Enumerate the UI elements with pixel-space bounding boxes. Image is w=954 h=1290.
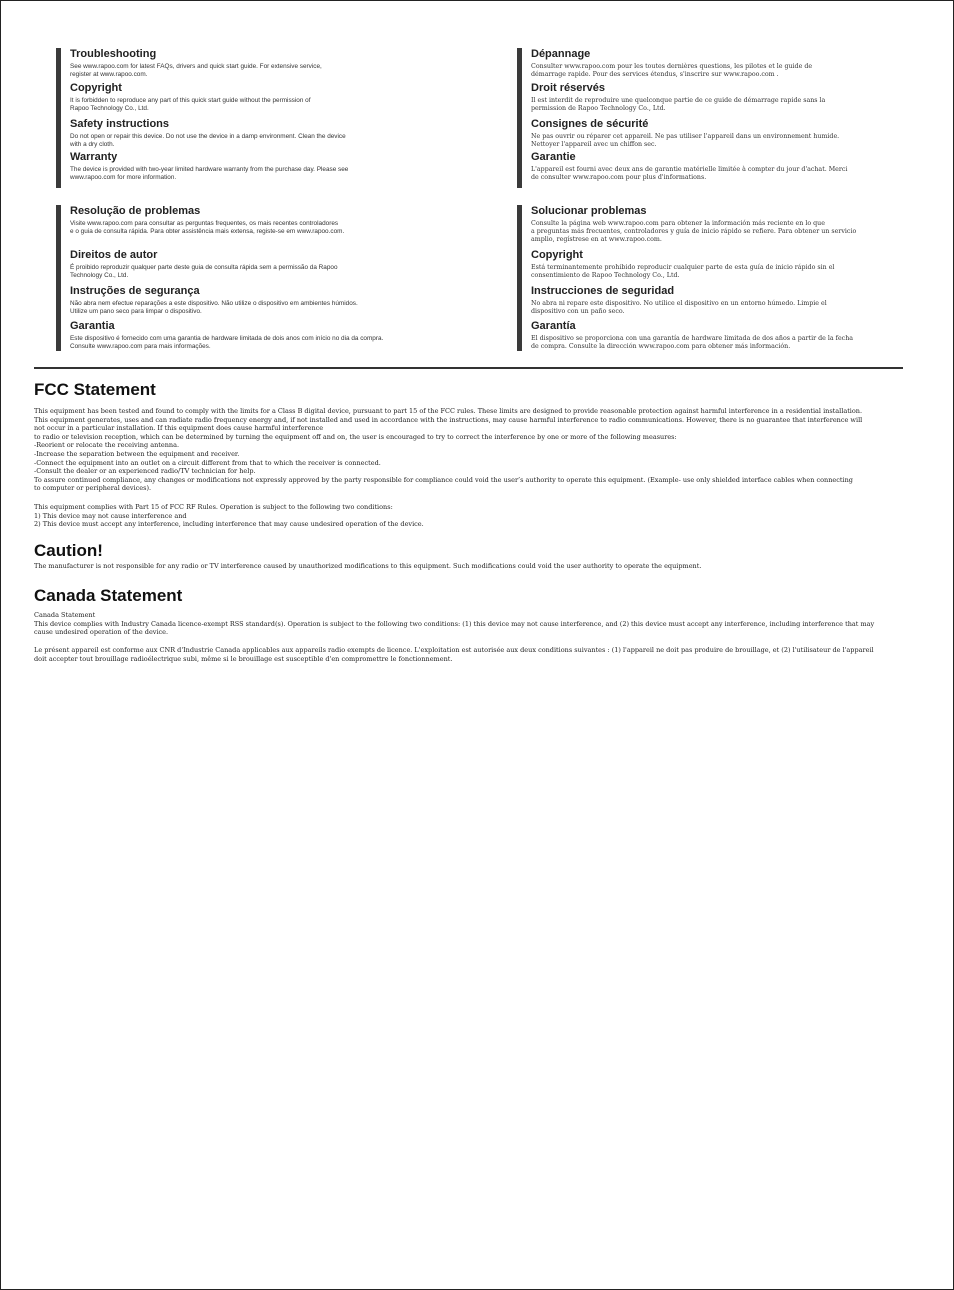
safety-section bbox=[70, 118, 470, 149]
section-heading: Droit réservés bbox=[531, 82, 605, 94]
section-text: Não abra nem efectue reparações a este dispositivo. Não utilize o dispositivo em ambientes húmidos. Utilize um pano seco para limpar o dispositivo. bbox=[70, 300, 358, 315]
copyright-section bbox=[531, 249, 901, 280]
section-heading: Instrucciones de seguridad bbox=[531, 285, 675, 297]
section-text: Ne pas ouvrir ou réparer cet appareil. Ne pas utiliser l'appareil dans un environnement humide. Nettoyer l'appareil avec un chiffon sec. bbox=[531, 133, 840, 148]
section-text: No abra ni repare este dispositivo. No utilice el dispositivo en un entorno húmedo. Limpie el dispositivo con un paño seco. bbox=[531, 300, 827, 315]
french-info-block bbox=[517, 48, 901, 188]
canada-body-text-fr: Le présent appareil est conforme aux CNR d'Industrie Canada applicables aux appareils radio exempts de licence. L'exploitation est autorisée aux deux conditions suivantes : (1) l'appareil ne doit pas produire de brouillage, et (2) l'utilisateur de l'appareil doit accepter tout brouillage radioélectrique subi, même si le brouillage est susceptible d'en compromettre le fonctionnement. bbox=[34, 646, 874, 663]
section-heading: Copyright bbox=[531, 249, 583, 261]
section-text: Do not open or repair this device. Do not use the device in a damp environment. Clean the device with a dry cloth. bbox=[70, 133, 346, 148]
section-heading: Instruções de segurança bbox=[70, 285, 200, 297]
copyright-section bbox=[70, 82, 470, 113]
section-heading: Troubleshooting bbox=[70, 48, 157, 60]
section-heading: Resolução de problemas bbox=[70, 205, 201, 217]
safety-section bbox=[70, 285, 470, 316]
warranty-section bbox=[531, 151, 901, 182]
section-text: Visite www.rapoo.com para consultar as perguntas frequentes, os mais recentes controladores e o guia de consulta rápida. Para obter assistência mais extensa, registe-se em www.rapoo.com. bbox=[70, 220, 345, 235]
section-heading: Solucionar problemas bbox=[531, 205, 647, 217]
troubleshooting-section bbox=[531, 48, 901, 79]
canada-body-text-en: Canada Statement This device complies with Industry Canada licence-exempt RSS standard(s). Operation is subject to the following two conditions: (1) this device may not cause interference, and (2) this device must accept any interference, including interference that may cause undesired operation of the device. bbox=[34, 611, 875, 637]
section-divider bbox=[34, 367, 903, 369]
warranty-section bbox=[70, 151, 470, 182]
section-heading: Garantia bbox=[70, 320, 115, 332]
spanish-info-block bbox=[517, 205, 901, 351]
copyright-section bbox=[70, 249, 470, 280]
section-text: Está terminantemente prohibido reproducir cualquier parte de esta guía de inicio rápido sin el consentimiento de Rapoo Technology Co., Ltd. bbox=[531, 264, 835, 279]
section-text: Este dispositivo é fornecido com uma garantia de hardware limitada de dois anos com início no dia da compra. Consulte www.rapoo.com para mais informações. bbox=[70, 335, 384, 350]
section-heading: Garantie bbox=[531, 151, 576, 163]
warranty-section bbox=[531, 320, 901, 351]
section-text: L'appareil est fourni avec deux ans de garantie matérielle limitée à compter du jour d'achat. Merci de consulter www.rapoo.com pour plus d'informations. bbox=[531, 166, 848, 181]
section-text: See www.rapoo.com for latest FAQs, drivers and quick start guide. For extensive service, register at www.rapoo.com. bbox=[70, 63, 322, 78]
troubleshooting-section bbox=[531, 205, 901, 244]
section-heading: Direitos de autor bbox=[70, 249, 158, 261]
section-heading: Dépannage bbox=[531, 48, 591, 60]
safety-section bbox=[531, 285, 901, 316]
fcc-part15-text: This equipment complies with Part 15 of FCC RF Rules. Operation is subject to the following two conditions: 1) This device may not cause interference and 2) This device must accept any interference, including interference that may cause undesired operation of the device. bbox=[34, 503, 424, 529]
section-heading: Consignes de sécurité bbox=[531, 118, 649, 130]
section-heading: Warranty bbox=[70, 151, 118, 163]
safety-section bbox=[531, 118, 901, 149]
portuguese-info-block bbox=[56, 205, 470, 351]
english-info-block bbox=[56, 48, 470, 188]
section-text: El dispositivo se proporciona con una garantía de hardware limitada de dos años a partir de la fecha de compra. Consulte la dirección www.rapoo.com para obtener más información. bbox=[531, 335, 854, 350]
section-heading: Copyright bbox=[70, 82, 122, 94]
caution-heading: Caution! bbox=[34, 541, 103, 560]
warranty-section bbox=[70, 320, 470, 351]
section-text: Consulter www.rapoo.com pour les toutes dernières questions, les pilotes et le guide de démarrage rapide. Pour des services étendus, s'inscrire sur www.rapoo.com . bbox=[531, 63, 813, 78]
section-heading: Safety instructions bbox=[70, 118, 170, 130]
copyright-section bbox=[531, 82, 901, 113]
section-text: It is forbidden to reproduce any part of this quick start guide without the permission of Rapoo Technology Co., Ltd. bbox=[70, 97, 311, 112]
section-text: The device is provided with two-year limited hardware warranty from the purchase day. Please see www.rapoo.com for more information. bbox=[70, 166, 349, 181]
fcc-heading: FCC Statement bbox=[34, 380, 156, 399]
section-text: Consulte la página web www.rapoo.com para obtener la información más reciente en lo que a preguntas más frecuentes, controladores y guía de inicio rápido se refiere. Para obtener un servicio amplio, regístrese en at www.rapoo.com. bbox=[531, 220, 857, 243]
canada-heading: Canada Statement bbox=[34, 586, 183, 605]
troubleshooting-section bbox=[70, 205, 470, 236]
fcc-body-text: This equipment has been tested and found to comply with the limits for a Class B digital device, pursuant to part 15 of the FCC rules. These limits are designed to provide reasonable protection against harmful interference in a residential installation. This equipment generates, uses and can radiate radio frequency energy and, if not installed and used in accordance with the instructions, may cause harmful interference to radio communications. However, there is no guarantee that interference will not occur in a particular installation. If this equipment does cause harmful interference to radio or television reception, which can be determined by turning the equipment off and on, the user is encouraged to try to correct the interference by one or more of the following measures: -Reorient or relocate the receiving antenna. -Increase the separation between the equipment and receiver. -Connect the equipment into an outlet on a circuit different from that to which the receiver is connected. -Consult the dealer or an experienced radio/TV technician for help. To assure continued compliance, any changes or modifications not expressly approved by the party responsible for compliance could void the user’s authority to operate this equipment. (Example- use only shielded interface cables when connecting to computer or peripheral devices). bbox=[34, 407, 863, 493]
section-text: É proibido reproduzir qualquer parte deste guia de consulta rápida sem a permissão da Rapoo Technology Co., Ltd. bbox=[70, 264, 338, 279]
caution-body-text: The manufacturer is not responsible for any radio or TV interference caused by unauthorized modifications to this equipment. Such modifications could void the user authority to operate the equipment. bbox=[34, 562, 702, 570]
section-heading: Garantía bbox=[531, 320, 576, 332]
section-text: Il est interdit de reproduire une quelconque partie de ce guide de démarrage rapide sans la permission de Rapoo Technology Co., Ltd. bbox=[531, 97, 826, 112]
troubleshooting-section bbox=[70, 48, 470, 79]
